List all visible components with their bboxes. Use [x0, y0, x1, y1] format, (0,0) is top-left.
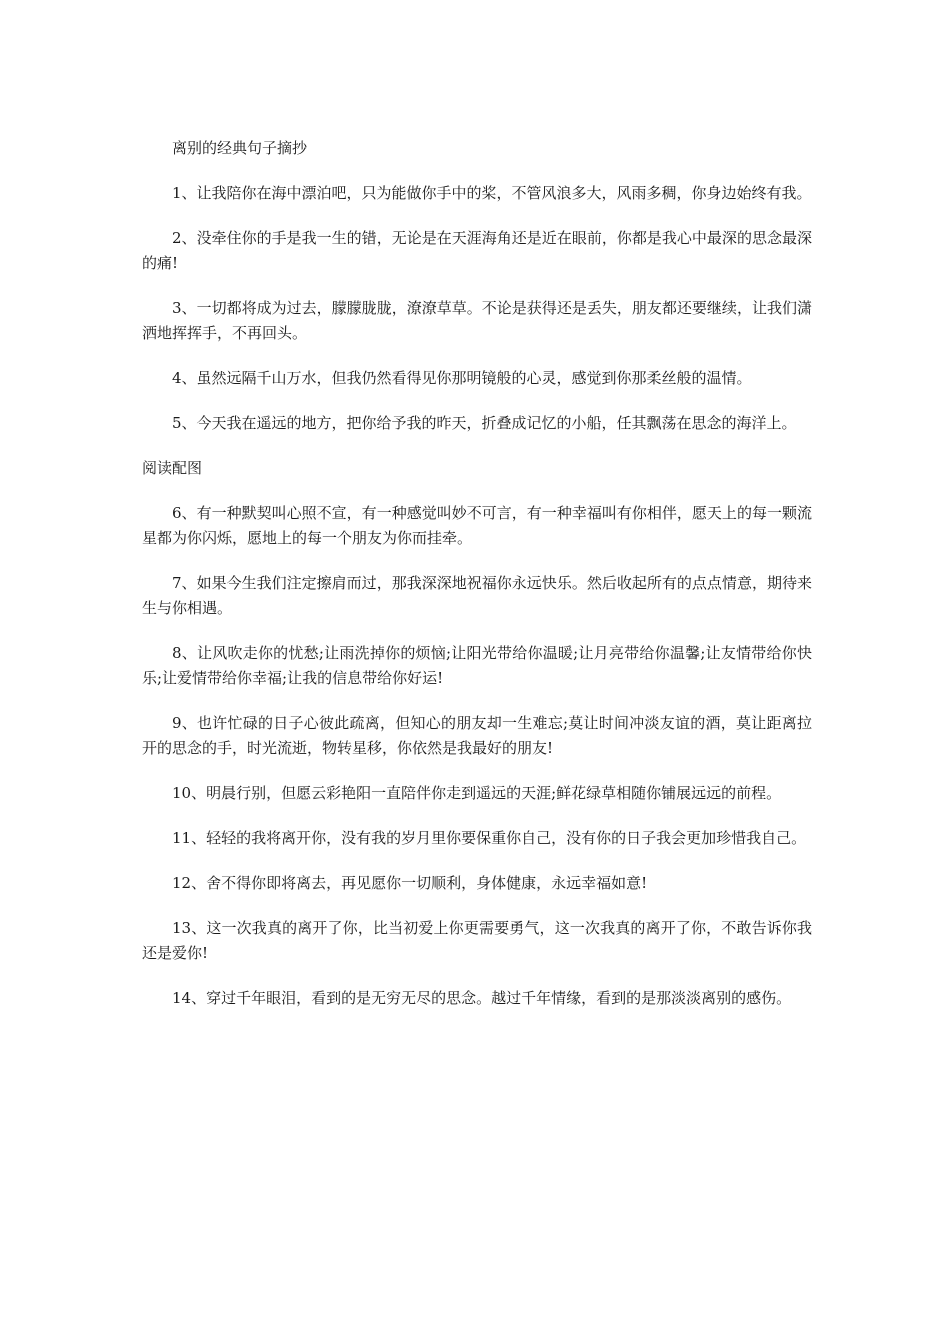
paragraph-2: 2、没牵住你的手是我一生的错，无论是在天涯海角还是近在眼前，你都是我心中最深的思念最深的痛!	[142, 229, 812, 272]
paragraph-12: 12、舍不得你即将离去，再见愿你一切顺利，身体健康，永远幸福如意!	[172, 874, 648, 892]
paragraph-5: 5、今天我在遥远的地方，把你给予我的昨天，折叠成记忆的小船，任其飘荡在思念的海洋上。	[172, 414, 797, 432]
paragraph-6: 6、有一种默契叫心照不宣，有一种感觉叫妙不可言，有一种幸福叫有你相伴，愿天上的每一颗流星都为你闪烁，愿地上的每一个朋友为你而挂牵。	[142, 504, 812, 547]
paragraph-14: 14、穿过千年眼泪，看到的是无穷无尽的思念。越过千年情缘，看到的是那淡淡离别的感伤。	[172, 989, 792, 1007]
paragraph-8: 8、让风吹走你的忧愁;让雨洗掉你的烦恼;让阳光带给你温暖;让月亮带给你温馨;让友情带给你快乐;让爱情带给你幸福;让我的信息带给你好运!	[142, 644, 812, 687]
document-title: 离别的经典句子摘抄	[172, 139, 308, 157]
paragraph-10: 10、明晨行别，但愿云彩艳阳一直陪伴你走到遥远的天涯;鲜花绿草相随你铺展远远的前程。	[172, 784, 782, 802]
paragraph-3: 3、一切都将成为过去，朦朦胧胧，潦潦草草。不论是获得还是丢失，朋友都还要继续，让我们潇洒地挥挥手，不再回头。	[142, 299, 812, 342]
paragraph-13: 13、这一次我真的离开了你，比当初爱上你更需要勇气，这一次我真的离开了你，不敢告诉你我还是爱你!	[142, 919, 812, 962]
paragraph-1: 1、让我陪你在海中漂泊吧，只为能做你手中的桨，不管风浪多大，风雨多稠，你身边始终有我。	[172, 184, 812, 202]
paragraph-9: 9、也许忙碌的日子心彼此疏离，但知心的朋友却一生难忘;莫让时间冲淡友谊的酒，莫让距离拉开的思念的手，时光流逝，物转星移，你依然是我最好的朋友!	[142, 714, 812, 757]
paragraph-4: 4、虽然远隔千山万水，但我仍然看得见你那明镜般的心灵，感觉到你那柔丝般的温情。	[172, 369, 752, 387]
paragraph-11: 11、轻轻的我将离开你，没有我的岁月里你要保重你自己，没有你的日子我会更加珍惜我自己。	[172, 829, 807, 847]
image-caption: 阅读配图	[142, 459, 203, 477]
paragraph-7: 7、如果今生我们注定擦肩而过，那我深深地祝福你永远快乐。然后收起所有的点点情意，期待来生与你相遇。	[142, 574, 812, 617]
document-body	[142, 136, 812, 1031]
